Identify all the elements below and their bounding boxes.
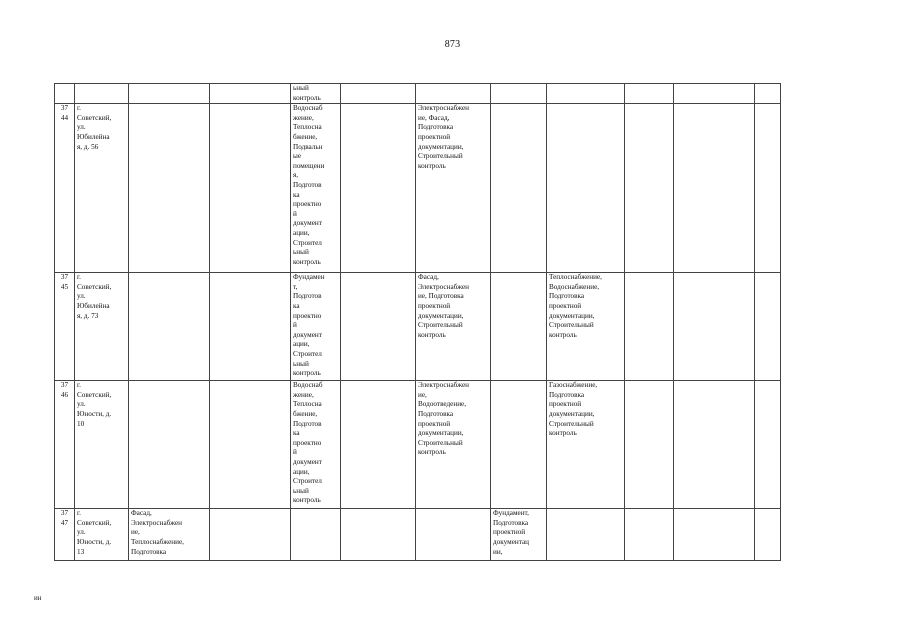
cell-text-line: проектной [493, 528, 526, 537]
cell-text-line: Советский, [77, 390, 112, 399]
footer-mark: ин [34, 594, 42, 602]
cell-text-line: помещени [293, 161, 325, 170]
cell-text-line: ие, Подготовка [418, 292, 464, 301]
cell-text-line: Строительный [549, 419, 594, 428]
table-cell [129, 273, 210, 381]
cell-text-line: Фундамен [293, 273, 325, 282]
cell-text-line: Юности, д. [77, 537, 112, 546]
cell-text-line: й [293, 448, 297, 457]
cell-text-line: Теплоснабжение, [131, 537, 184, 546]
cell-text-line: Подготов [293, 292, 322, 301]
cell-text-line: Теплоснабжение, [549, 273, 602, 282]
cell-text-line: ации, [293, 228, 310, 237]
cell-text-line: проектной [418, 132, 451, 141]
table-cell [755, 104, 781, 273]
cell-text-line: г. [77, 273, 81, 282]
cell-text-line: контроль [293, 257, 321, 266]
cell-text-line: документ [293, 330, 322, 339]
cell-text-line: документации, [418, 311, 464, 320]
cell-text-line: Теплосна [293, 123, 322, 132]
cell-text-line: проектной [418, 419, 451, 428]
cell-text-line: Советский, [77, 282, 112, 291]
cell-text-line: Строительный [549, 321, 594, 330]
table-cell [291, 273, 341, 381]
cell-text-line: Водоотведение, [418, 400, 467, 409]
cell-text-line: ие, Фасад, [418, 113, 450, 122]
table-row [55, 273, 781, 381]
cell-text-line: 37 [60, 104, 69, 113]
cell-text-line: жение, [293, 390, 314, 399]
table-cell [674, 84, 755, 104]
row-number-cell [55, 381, 75, 509]
address-cell [75, 104, 129, 273]
table-cell [547, 84, 625, 104]
cell-text-line: Строительный [418, 438, 463, 447]
cell-text-line: ка [293, 429, 300, 438]
cell-text-line: ул. [77, 292, 86, 301]
row-number-cell [55, 104, 75, 273]
cell-text-line: 37 [60, 509, 69, 518]
cell-text-line: документац [493, 537, 529, 546]
cell-text-line: бжение, [293, 409, 318, 418]
cell-text-line: ка [293, 301, 300, 310]
cell-text-line: ии, [493, 547, 503, 556]
cell-text-line: контроль [418, 161, 446, 170]
table-cell [291, 381, 341, 509]
cell-text-line: проектной [418, 301, 451, 310]
cell-text-line: Фасад, [418, 273, 439, 282]
table-cell [674, 381, 755, 509]
cell-text-line: ации, [293, 340, 310, 349]
cell-text-line: Фасад, [131, 509, 152, 518]
address-cell [75, 273, 129, 381]
cell-text-line: жение, [293, 113, 314, 122]
table-row [55, 381, 781, 509]
table-cell [674, 273, 755, 381]
cell-text-line: документации, [549, 311, 595, 320]
table-cell [491, 84, 547, 104]
cell-text-line: й [293, 321, 297, 330]
table-cell [129, 84, 210, 104]
cell-text-line: 37 [60, 273, 69, 282]
cell-text-line: Подвальн [293, 142, 323, 151]
cell-text-line: Электроснабжен [131, 518, 183, 527]
cell-text-line: й [293, 209, 297, 218]
cell-text-line: Подготовка [549, 390, 585, 399]
cell-text-line: проектной [549, 301, 582, 310]
address-cell [75, 84, 129, 104]
cell-text-line: я, д. 73 [77, 311, 99, 320]
address-cell [75, 381, 129, 509]
table-cell [755, 84, 781, 104]
table-cell [341, 84, 416, 104]
address-cell [75, 509, 129, 561]
cell-text-line: 44 [60, 113, 69, 122]
cell-text-line: ьный [293, 248, 309, 257]
cell-text-line: бжение, [293, 132, 318, 141]
table-cell [491, 104, 547, 273]
table-cell [210, 273, 291, 381]
cell-text-line: Юбилейна [77, 132, 110, 141]
cell-text-line: Строительный [418, 321, 463, 330]
cell-text-line: контроль [293, 93, 321, 102]
cell-text-line: Электроснабжен [418, 381, 470, 390]
table-cell [291, 84, 341, 104]
cell-text-line: проектно [293, 200, 322, 209]
table-cell [341, 381, 416, 509]
table-row [55, 104, 781, 273]
cell-text-line: контроль [549, 330, 577, 339]
cell-text-line: 37 [60, 381, 69, 390]
cell-text-line: ул. [77, 400, 86, 409]
table-cell [491, 509, 547, 561]
table-cell [129, 509, 210, 561]
table-cell [547, 509, 625, 561]
cell-text-line: документации, [418, 429, 464, 438]
cell-text-line: я, [293, 171, 299, 180]
cell-text-line: г. [77, 509, 81, 518]
cell-text-line: документации, [418, 142, 464, 151]
table-cell [491, 273, 547, 381]
cell-text-line: проектной [549, 400, 582, 409]
cell-text-line: Советский, [77, 113, 112, 122]
table-cell [625, 84, 674, 104]
cell-text-line: 47 [60, 518, 69, 527]
cell-text-line: контроль [418, 448, 446, 457]
row-number-cell [55, 509, 75, 561]
table-cell [341, 509, 416, 561]
table-cell [341, 273, 416, 381]
cell-text-line: ые [293, 152, 302, 161]
cell-text-line: Юности, д. [77, 409, 112, 418]
cell-text-line: Советский, [77, 518, 112, 527]
cell-text-line: Подготовка [131, 547, 167, 556]
cell-text-line: Электроснабжен [418, 104, 470, 113]
row-number-cell [55, 273, 75, 381]
table-cell [755, 381, 781, 509]
page-number: 873 [444, 39, 461, 50]
table-cell [755, 273, 781, 381]
table-cell [291, 104, 341, 273]
cell-text-line: ации, [293, 467, 310, 476]
table-row [55, 509, 781, 561]
cell-text-line: Подготовка [549, 292, 585, 301]
cell-text-line: Водоснаб [293, 104, 323, 113]
cell-text-line: Юбилейна [77, 301, 110, 310]
works-register-table [54, 83, 781, 561]
table-cell [547, 381, 625, 509]
cell-text-line: Подготов [293, 419, 322, 428]
cell-text-line: ка [293, 190, 300, 199]
table-cell [491, 381, 547, 509]
table-cell [416, 84, 491, 104]
cell-text-line: контроль [418, 330, 446, 339]
cell-text-line: ул. [77, 123, 86, 132]
cell-text-line: 13 [77, 547, 85, 556]
cell-text-line: Подготовка [418, 409, 454, 418]
table-cell [210, 509, 291, 561]
table-cell [416, 273, 491, 381]
cell-text-line: т, [293, 282, 298, 291]
cell-text-line: Подготовка [418, 123, 454, 132]
cell-text-line: ие, [418, 390, 427, 399]
cell-text-line: ьный [293, 486, 309, 495]
cell-text-line: я, д. 56 [77, 142, 99, 151]
table-body [55, 84, 781, 561]
cell-text-line: Водоснабжение, [549, 282, 600, 291]
table-cell [416, 509, 491, 561]
table-cell [674, 509, 755, 561]
cell-text-line: Теплосна [293, 400, 322, 409]
cell-text-line: документ [293, 219, 322, 228]
cell-text-line: ул. [77, 528, 86, 537]
cell-text-line: 10 [77, 419, 85, 428]
cell-text-line: контроль [293, 496, 321, 505]
table-cell [129, 381, 210, 509]
cell-text-line: Строител [293, 238, 322, 247]
table-cell [625, 104, 674, 273]
cell-text-line: ие, [131, 528, 140, 537]
cell-text-line: контроль [293, 369, 321, 378]
cell-text-line: Газоснабжение, [549, 381, 598, 390]
cell-text-line: Водоснаб [293, 381, 323, 390]
table-cell [625, 509, 674, 561]
table-cell [341, 104, 416, 273]
cell-text-line: документации, [549, 409, 595, 418]
cell-text-line: Электроснабжен [418, 282, 470, 291]
table-cell [674, 104, 755, 273]
cell-text-line: г. [77, 104, 81, 113]
table-cell [291, 509, 341, 561]
table-cell [625, 273, 674, 381]
table-cell [625, 381, 674, 509]
table-cell [547, 273, 625, 381]
table-cell [755, 509, 781, 561]
cell-text-line: ьный [293, 84, 309, 92]
cell-text-line: г. [77, 381, 81, 390]
cell-text-line: Строительный [418, 152, 463, 161]
cell-text-line: Подготов [293, 180, 322, 189]
cell-text-line: Строител [293, 349, 322, 358]
cell-text-line: 45 [60, 282, 69, 291]
table-cell [210, 104, 291, 273]
cell-text-line: документ [293, 457, 322, 466]
cell-text-line: Строител [293, 477, 322, 486]
cell-text-line: контроль [549, 429, 577, 438]
table-cell [129, 104, 210, 273]
table-cell [547, 104, 625, 273]
cell-text-line: Подготовка [493, 518, 529, 527]
table-cell [210, 381, 291, 509]
row-number-cell [55, 84, 75, 104]
table-cell [210, 84, 291, 104]
cell-text-line: ьный [293, 359, 309, 368]
table-cell [416, 381, 491, 509]
cell-text-line: 46 [60, 390, 69, 399]
cell-text-line: Фундамент, [493, 509, 529, 518]
table-cell [416, 104, 491, 273]
cell-text-line: проектно [293, 311, 322, 320]
table-row [55, 84, 781, 104]
cell-text-line: проектно [293, 438, 322, 447]
